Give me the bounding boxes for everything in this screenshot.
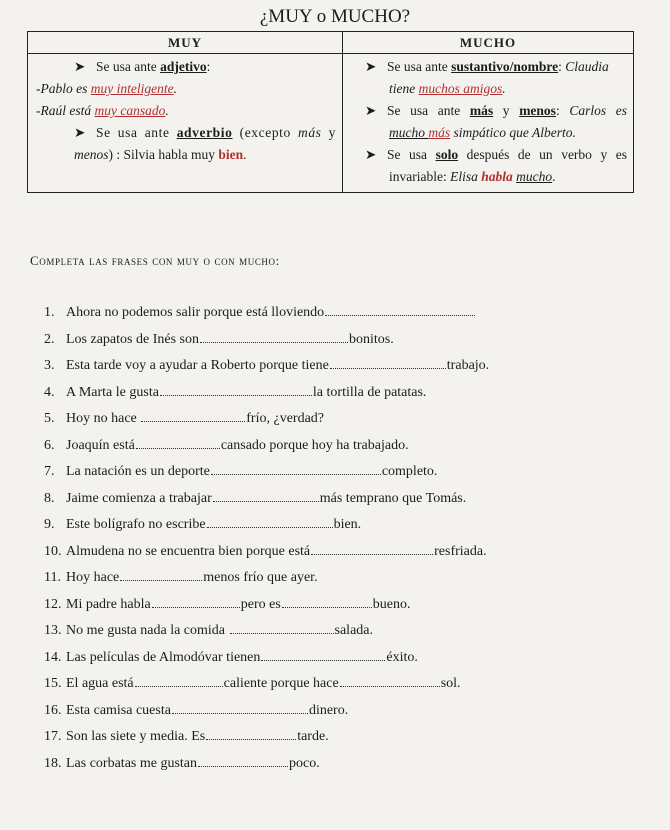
exercise-item: 4. A Marta le gusta la tortilla de patatas. <box>44 384 427 400</box>
exercise-item: 7. La natación es un deporte completo. <box>44 464 438 479</box>
exercise-list <box>44 303 489 780</box>
exercise-item: 12. Mi padre habla pero es bueno. <box>44 596 411 612</box>
exercise-item: 8. Jaime comienza a trabajar más temprano que Tomás. <box>44 490 467 506</box>
mucho-header: MUCHO <box>343 32 634 54</box>
arrow-bullet-icon: ➤ <box>365 147 377 162</box>
exercise-item: 9. Este bolígrafo no escribe bien. <box>44 517 362 532</box>
instruction-heading: Completa las frases con muy o con mucho: <box>30 253 280 268</box>
mucho-example-2: mucho más simpático que Alberto. <box>389 125 576 140</box>
exercise-item: 2. Los zapatos de Inés son bonitos. <box>44 331 394 347</box>
answer-blank[interactable] <box>198 754 288 767</box>
answer-blank[interactable] <box>282 595 372 608</box>
exercise-item: 13. No me gusta nada la comida salada. <box>44 623 373 638</box>
answer-blank[interactable] <box>136 436 220 449</box>
answer-blank[interactable] <box>206 727 296 740</box>
exercise-item: 1. Ahora no podemos salir porque está lloviendo <box>44 303 489 330</box>
answer-blank[interactable] <box>141 409 245 422</box>
exercise-item: 16. Esta camisa cuesta dinero. <box>44 702 349 718</box>
muy-example-3: menos) : Silvia habla muy bien. <box>74 147 247 162</box>
grammar-table <box>27 31 634 193</box>
answer-blank[interactable] <box>261 648 385 661</box>
exercise-item: 14. Las películas de Almodóvar tienen éxito. <box>44 649 418 665</box>
muy-example-1: -Pablo es muy inteligente. <box>36 81 177 96</box>
exercise-item: 18. Las corbatas me gustan poco. <box>44 755 320 771</box>
muy-rule-adjective: ➤ Se usa ante adjetivo: <box>36 56 336 78</box>
muy-cell <box>28 54 343 193</box>
answer-blank[interactable] <box>340 674 440 687</box>
muy-header: MUY <box>28 32 343 54</box>
muy-example-2: -Raúl está muy cansado. <box>36 103 169 118</box>
answer-blank[interactable] <box>230 621 334 634</box>
mucho-example-3: invariable: Elisa habla mucho. <box>389 169 556 184</box>
answer-blank[interactable] <box>120 568 202 581</box>
exercise-item: 3. Esta tarde voy a ayudar a Roberto porque tiene trabajo. <box>44 358 490 373</box>
exercise-item: 15. El agua está caliente porque hace sol. <box>44 676 461 691</box>
mucho-example-1: tiene muchos amigos. <box>389 81 506 96</box>
answer-blank[interactable] <box>211 462 381 475</box>
arrow-bullet-icon: ➤ <box>365 59 377 74</box>
mucho-rule-comparative: ➤ Se usa ante más y menos: Carlos es <box>351 100 627 122</box>
answer-blank[interactable] <box>135 674 223 687</box>
mucho-rule-verb: ➤ Se usa solo después de un verbo y es <box>351 144 627 166</box>
arrow-bullet-icon: ➤ <box>74 59 86 74</box>
exercise-item: 6. Joaquín está cansado porque hoy ha trabajado. <box>44 437 409 453</box>
answer-blank[interactable] <box>160 383 312 396</box>
arrow-bullet-icon: ➤ <box>74 125 86 140</box>
answer-blank[interactable] <box>213 489 319 502</box>
answer-blank[interactable] <box>152 595 240 608</box>
exercise-item: 17. Son las siete y media. Es tarde. <box>44 729 329 744</box>
page-title: ¿MUY o MUCHO? <box>259 6 411 27</box>
exercise-item: 11. Hoy hace menos frío que ayer. <box>44 570 318 585</box>
muy-rule-adverb: ➤ Se usa ante adverbio (excepto más y <box>36 122 336 144</box>
answer-blank[interactable] <box>330 356 446 369</box>
answer-blank[interactable] <box>325 303 475 316</box>
mucho-cell <box>343 54 634 193</box>
mucho-rule-noun: ➤ Se usa ante sustantivo/nombre: Claudia <box>351 56 627 78</box>
answer-blank[interactable] <box>207 515 333 528</box>
exercise-item: 10. Almudena no se encuentra bien porque está resfriada. <box>44 543 487 559</box>
answer-blank[interactable] <box>172 701 308 714</box>
answer-blank[interactable] <box>200 330 348 343</box>
arrow-bullet-icon: ➤ <box>365 103 377 118</box>
exercise-item: 5. Hoy no hace frío, ¿verdad? <box>44 411 324 426</box>
answer-blank[interactable] <box>311 542 433 555</box>
